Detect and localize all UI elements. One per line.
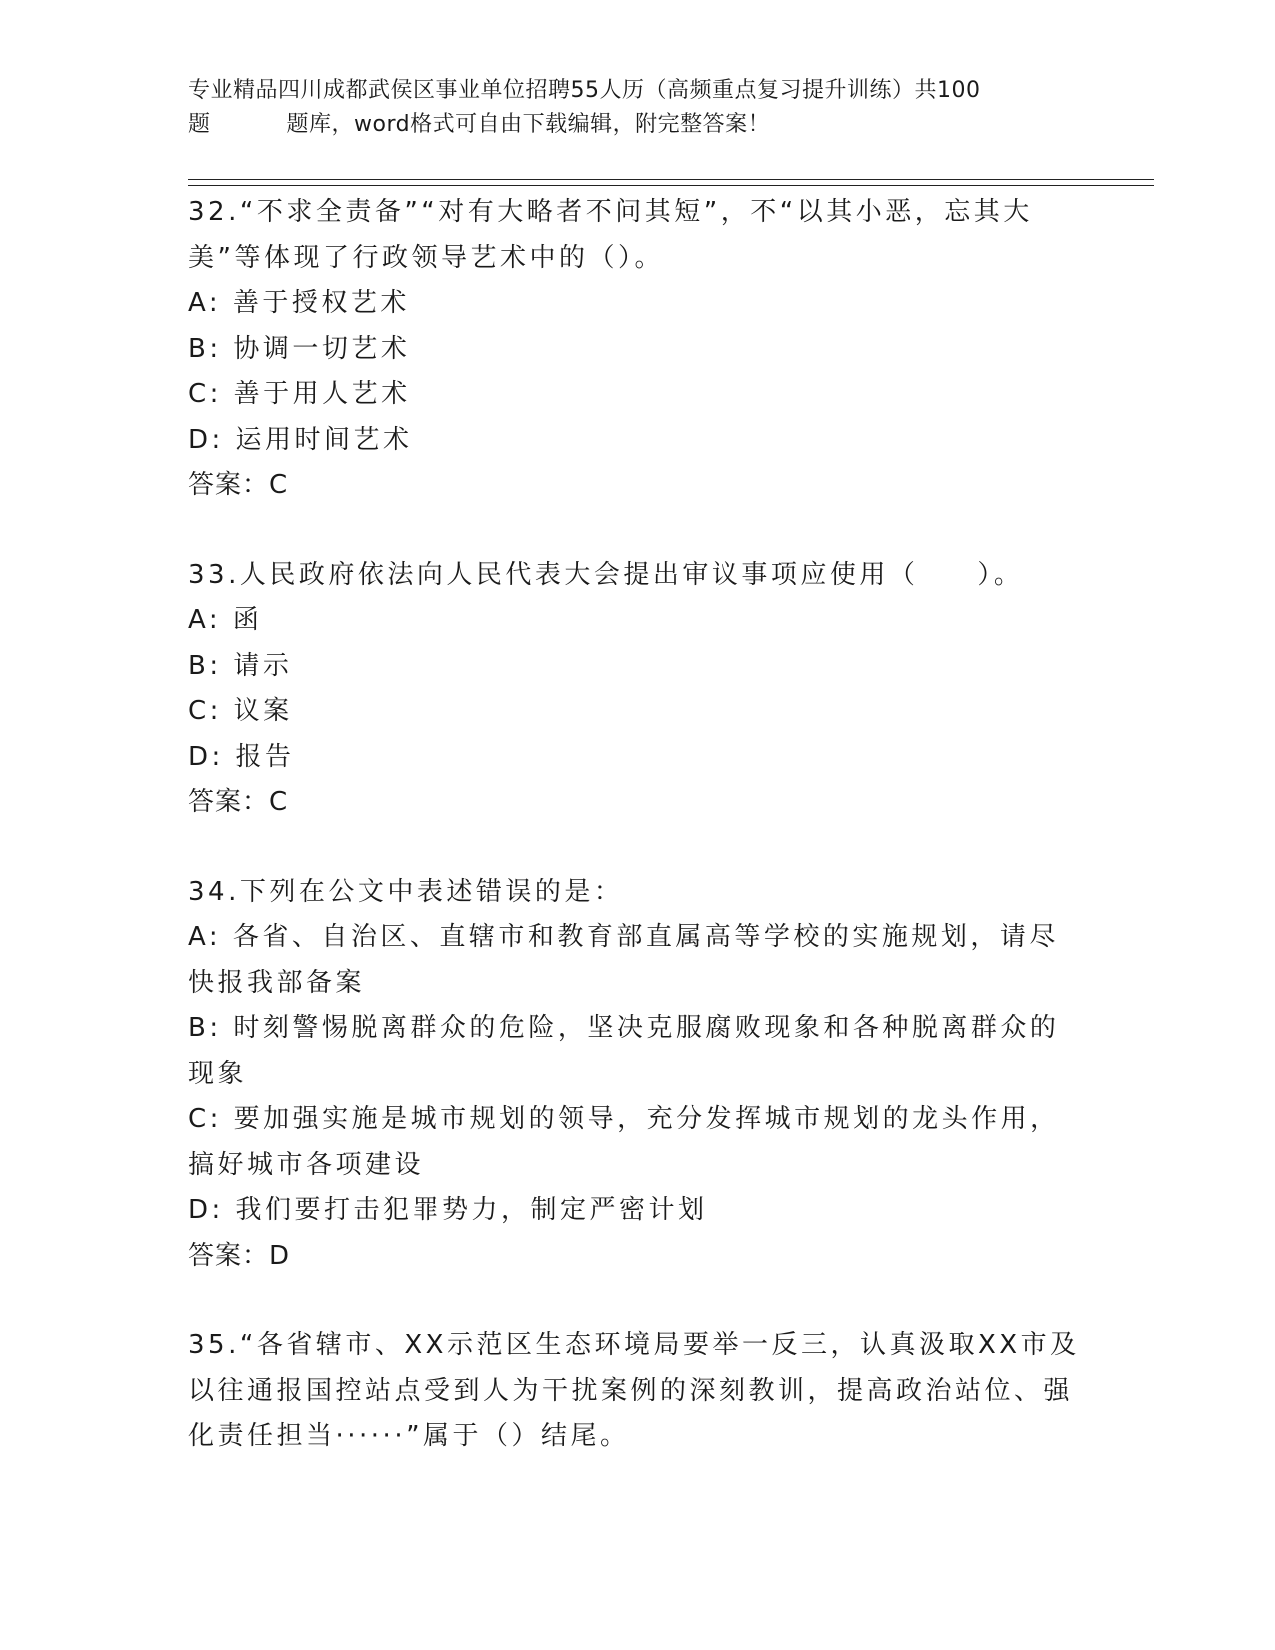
option-c: C: 要加强实施是城市规划的领导，充分发挥城市规划的龙头作用，搞好城市各项建设 <box>188 1104 1060 1180</box>
option-c: C: 议案 <box>188 696 293 726</box>
option-b: B: 时刻警惕脱离群众的危险，坚决克服腐败现象和各种脱离群众的现象 <box>188 1013 1060 1089</box>
question-34 <box>188 870 1088 1280</box>
question-list <box>188 190 1088 1504</box>
option-b: B: 请示 <box>188 650 293 681</box>
header-title-line1: 专业精品四川成都武侯区事业单位招聘55人历（高频重点复习提升训练）共100 <box>188 78 981 103</box>
document-header <box>188 74 1138 142</box>
header-divider-top <box>188 179 1154 180</box>
option-a: A: 函 <box>188 605 263 635</box>
question-32 <box>188 190 1088 509</box>
option-d: D: 报告 <box>188 741 295 772</box>
answer-text: 答案：C <box>188 470 289 500</box>
option-a: A: 善于授权艺术 <box>188 288 410 318</box>
answer-text: 答案：D <box>188 1240 291 1271</box>
question-text: 33.人民政府依法向人民代表大会提出审议事项应使用（ ）。 <box>188 559 1024 590</box>
option-b: B: 协调一切艺术 <box>188 333 411 364</box>
option-d: D: 运用时间艺术 <box>188 424 413 455</box>
header-line2-left: 题 <box>188 112 211 137</box>
header-line2-right: 题库，word格式可自由下载编辑，附完整答案！ <box>286 112 771 137</box>
question-text: 32.“不求全责备”“对有大略者不问其短”，不“以其小恶，忘其大美”等体现了行政领导艺术中的（）。 <box>188 197 1033 273</box>
question-text: 34.下列在公文中表述错误的是： <box>188 876 624 907</box>
answer-text: 答案：C <box>188 787 289 817</box>
question-text: 35.“各省辖市、XX示范区生态环境局要举一反三，认真汲取XX市及以往通报国控站点受到人为干扰案例的深刻教训，提高政治站位、强化责任担当······”属于（）结尾。 <box>188 1330 1080 1451</box>
option-c: C: 善于用人艺术 <box>188 379 411 409</box>
option-a: A: 各省、自治区、直辖市和教育部直属高等学校的实施规划，请尽快报我部备案 <box>188 922 1059 998</box>
option-d: D: 我们要打击犯罪势力，制定严密计划 <box>188 1195 708 1225</box>
header-title-line2 <box>188 108 1138 142</box>
header-divider-bottom <box>188 185 1154 186</box>
question-35 <box>188 1323 1088 1460</box>
question-33 <box>188 553 1088 826</box>
